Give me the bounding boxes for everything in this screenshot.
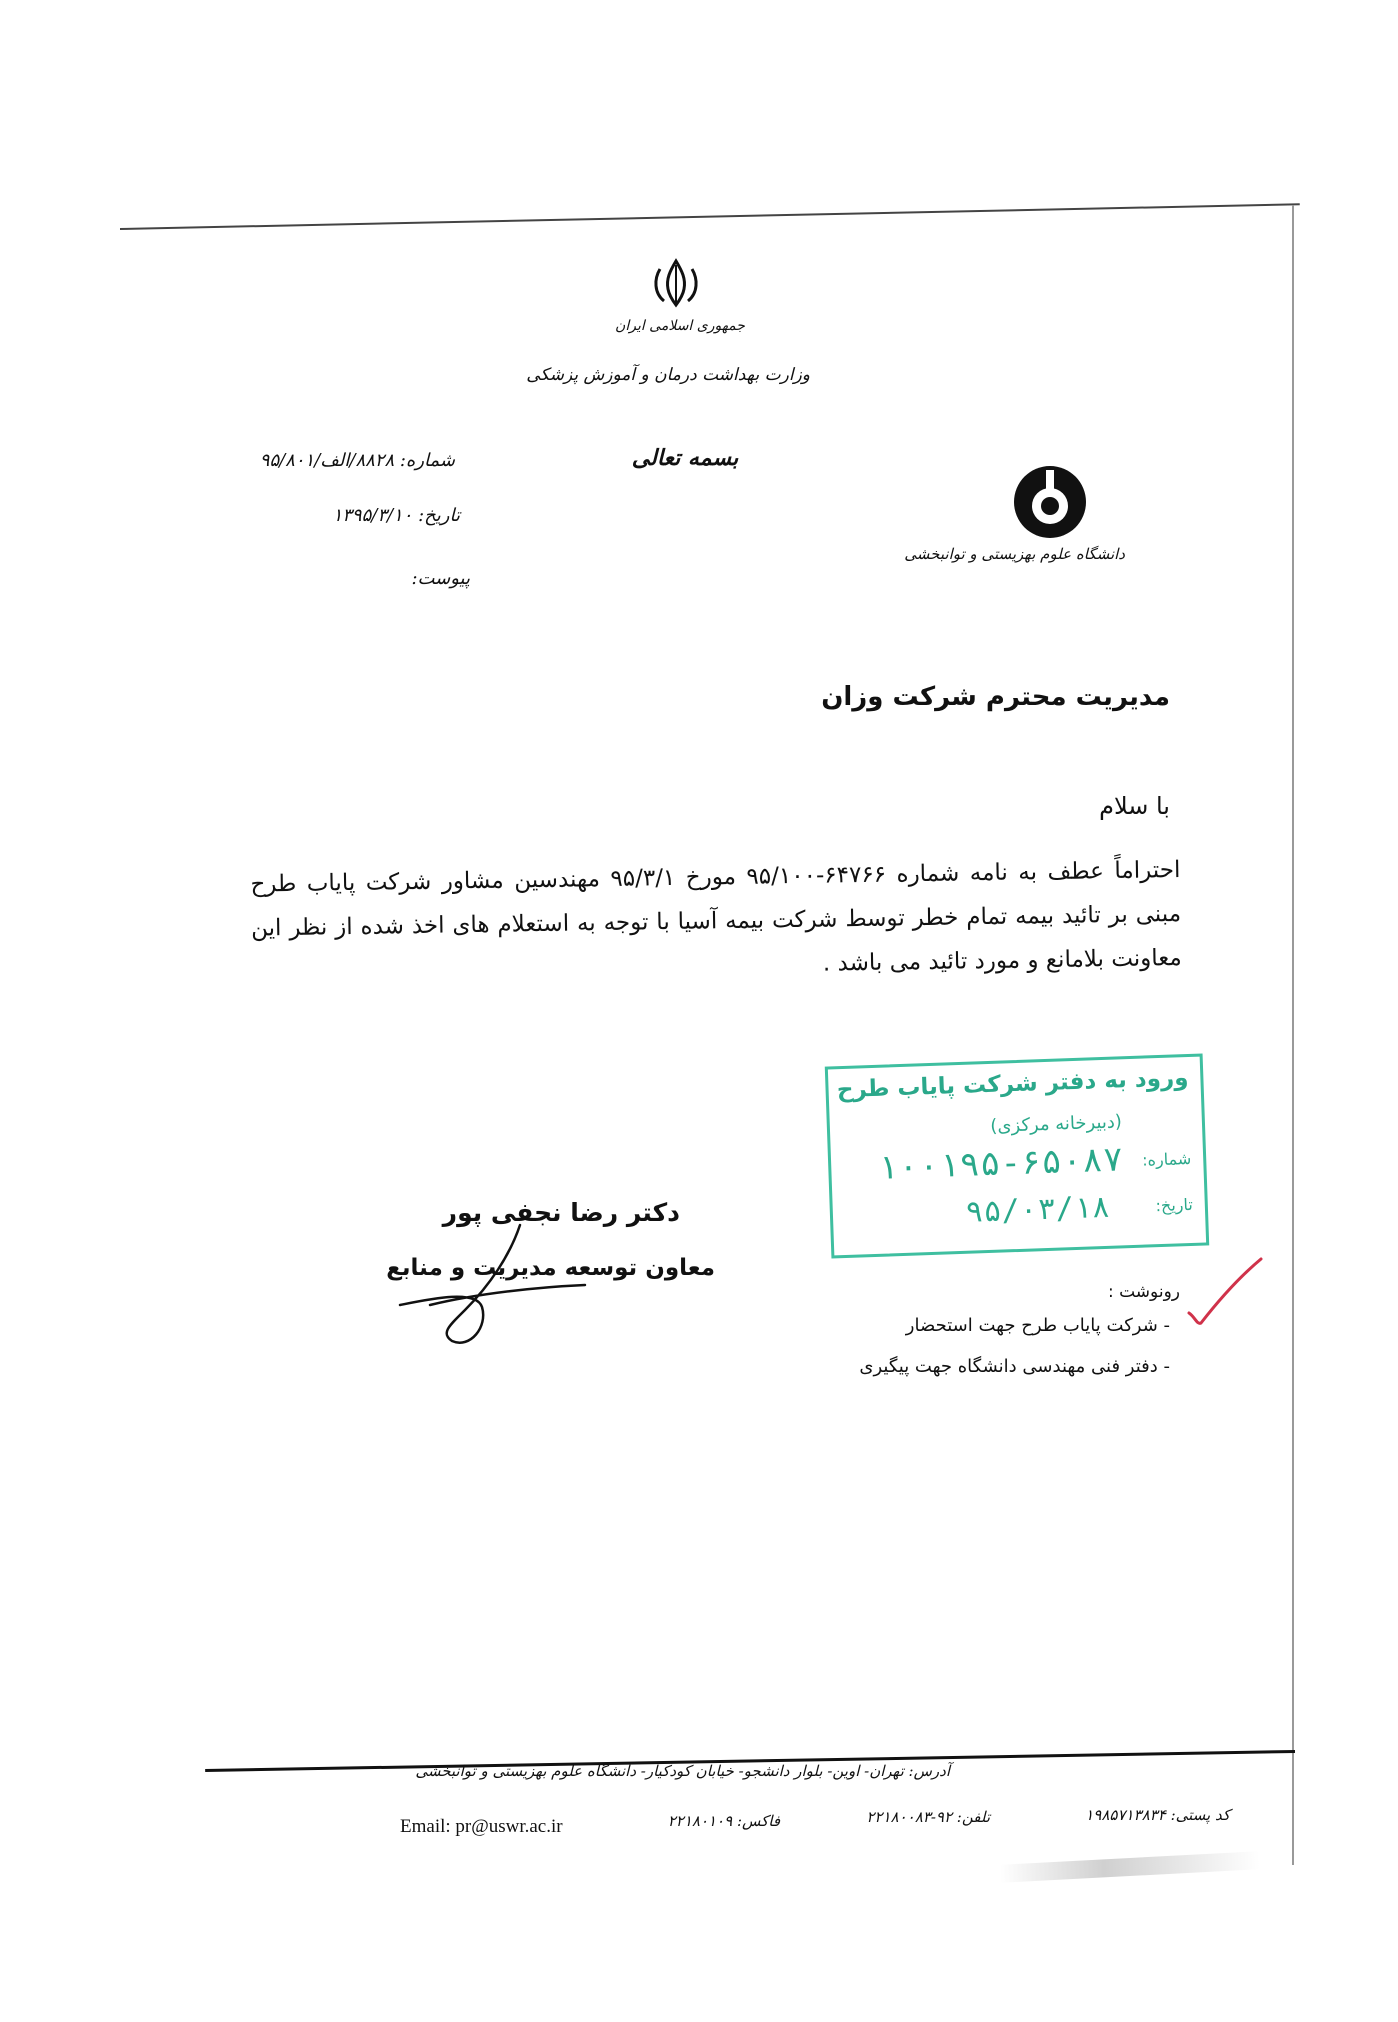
letter-date: تاریخ: ۱۳۹۵/۳/۱۰ [332, 505, 460, 526]
received-stamp [825, 1053, 1209, 1258]
ministry-title: وزارت بهداشت درمان و آموزش پزشکی [526, 365, 810, 385]
cc-item: - دفتر فنی مهندسی دانشگاه جهت پیگیری [859, 1356, 1170, 1377]
cc-label: رونوشت : [1107, 1282, 1180, 1302]
republic-title: جمهوری اسلامی ایران [615, 318, 745, 334]
sheet-top-edge [120, 203, 1300, 230]
footer-email: Email: pr@uswr.ac.ir [400, 1816, 563, 1837]
stamp-date-label: تاریخ: [1155, 1194, 1194, 1216]
letter-paragraph: احتراماً عطف به نامه شماره ۶۴۷۶۶-۹۵/۱۰۰ مورخ ۹۵/۳/۱ مهندسین مشاور شرکت پایاب طرح مبنی بر تائید بیمه تمام خطر توسط شرکت بیمه آسیا با توجه به استعلام های اخذ شده از نظر این معاونت بلامانع و مورد تائید می باشد . [250, 856, 1182, 977]
iran-emblem-icon [648, 255, 704, 311]
letter-body [250, 848, 1182, 995]
handwritten-signature-icon [370, 1215, 590, 1355]
stamp-title: ورود به دفتر شرکت پایاب طرح [836, 1064, 1189, 1104]
sheet-right-edge [1292, 205, 1294, 1865]
university-logo-icon [1010, 462, 1090, 542]
footer-postal-code: کد پستی: ۱۹۸۵۷۱۳۸۳۴ [1085, 1806, 1230, 1824]
signer-title: معاون توسعه مدیریت و منابع [386, 1255, 715, 1281]
red-check-mark-icon [1185, 1255, 1265, 1330]
letter-attachment: پیوست: [411, 568, 470, 589]
university-name: دانشگاه علوم بهزیستی و توانبخشی [904, 545, 1125, 563]
recipient-line: مدیریت محترم شرکت وزان [821, 682, 1170, 712]
stamp-number-value: ۱۰۰۱۹۵-۶۵۰۸۷ [876, 1139, 1124, 1188]
letter-number: شماره: ۸۸۲۸/الف/۹۵/۸۰۱ [259, 450, 455, 471]
stamp-date-value: ۹۵/۰۳/۱۸ [964, 1189, 1111, 1230]
cc-item: - شرکت پایاب طرح جهت استحضار [905, 1315, 1170, 1336]
stamp-number-label: شماره: [1141, 1148, 1192, 1170]
stamp-subtitle: (دبیرخانه مرکزی) [989, 1111, 1123, 1137]
footer-phone: تلفن: ۹۲-۲۲۱۸۰۰۸۳ [866, 1808, 990, 1826]
signer-name: دکتر رضا نجفی پور [442, 1198, 680, 1227]
footer-fax: فاکس: ۲۲۱۸۰۱۰۹ [667, 1812, 780, 1830]
scan-artifact [1000, 1851, 1261, 1883]
greeting-line: با سلام [1099, 792, 1170, 820]
footer-address: آدرس: تهران- اوین- بلوار دانشجو- خیابان کودکیار- دانشگاه علوم بهزیستی و توانبخشی [415, 1762, 950, 1780]
basmala: بسمه تعالی [631, 445, 739, 471]
